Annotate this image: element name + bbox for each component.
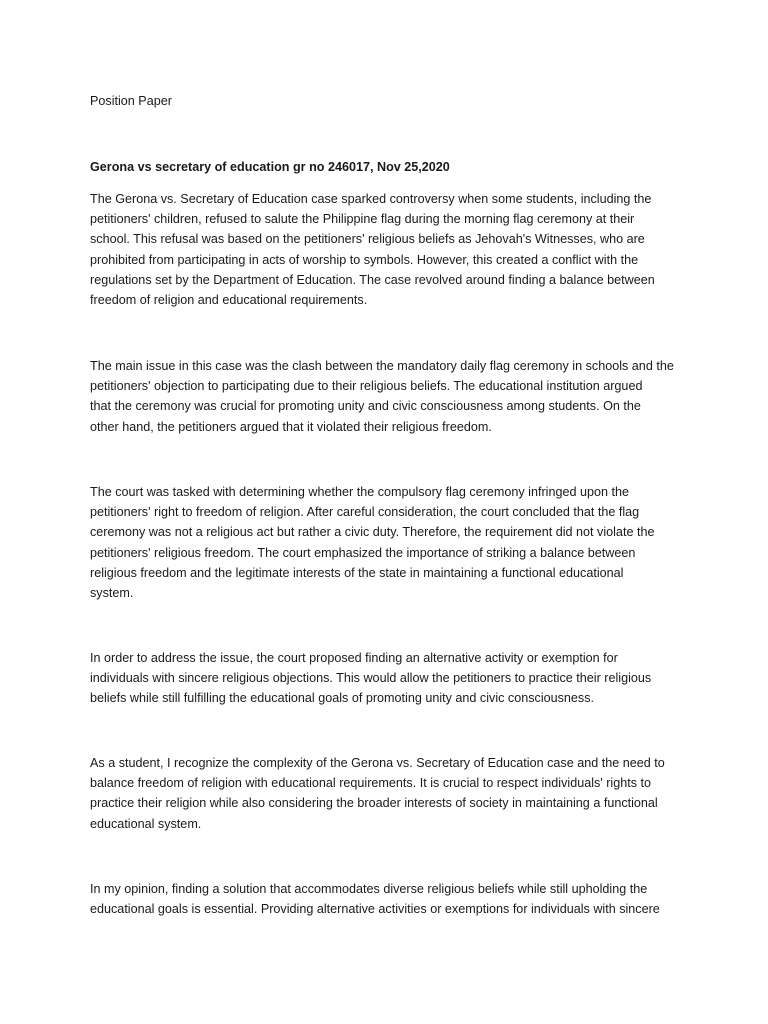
paragraph-line: individuals with sincere religious objections. This would allow the petitioners to practice their religious <box>90 671 652 686</box>
paragraph-line: As a student, I recognize the complexity of the Gerona vs. Secretary of Education case and the need to <box>90 756 665 770</box>
paragraph-line: petitioners' right to freedom of religion. After careful consideration, the court concluded that the flag <box>90 505 640 520</box>
paragraph-4 <box>90 648 680 709</box>
paragraph-line: that the ceremony was crucial for promoting unity and civic consciousness among students. On the <box>90 399 641 414</box>
paragraph-line: In order to address the issue, the court proposed finding an alternative activity or exemption for <box>90 651 618 665</box>
paragraph-line: regulations set by the Department of Education. The case revolved around finding a balance between <box>90 272 655 287</box>
paragraph-line: religious freedom and the legitimate interests of the state in maintaining a functional educational <box>90 565 624 580</box>
paragraph-line: freedom of religion and educational requirements. <box>90 293 368 308</box>
paragraph-line: educational goals is essential. Providing alternative activities or exemptions for individuals with sincere <box>90 902 660 917</box>
paragraph-line: system. <box>90 586 134 601</box>
paragraph-line: The court was tasked with determining whether the compulsory flag ceremony infringed upon the <box>90 485 630 499</box>
paragraph-1 <box>90 189 680 310</box>
paragraph-6 <box>90 879 680 919</box>
paragraph-line: other hand, the petitioners argued that it violated their religious freedom. <box>90 419 492 434</box>
paragraph-line: In my opinion, finding a solution that accommodates diverse religious beliefs while still upholding the <box>90 882 648 896</box>
paragraph-line: prohibited from participating in acts of worship to symbols. However, this created a conflict with the <box>90 252 639 267</box>
paragraph-line: educational system. <box>90 816 202 831</box>
document-label: Position Paper <box>90 94 172 108</box>
paragraph-2 <box>90 356 680 437</box>
paragraph-line: ceremony was not a religious act but rather a civic duty. Therefore, the requirement did not violate the <box>90 525 655 540</box>
paragraph-line: balance freedom of religion with educational requirements. It is crucial to respect individuals' rights to <box>90 776 652 791</box>
paragraph-line: practice their religion while also considering the broader interests of society in maintaining a functional <box>90 796 658 811</box>
paragraph-line: school. This refusal was based on the petitioners' religious beliefs as Jehovah's Witnesses, who are <box>90 232 645 247</box>
paragraph-line: petitioners' objection to participating due to their religious beliefs. The educational institution argued <box>90 379 643 394</box>
paragraph-3 <box>90 482 680 603</box>
paragraph-line: petitioners' children, refused to salute the Philippine flag during the morning flag ceremony at their <box>90 212 635 227</box>
document-title: Gerona vs secretary of education gr no 246017, Nov 25,2020 <box>90 160 450 174</box>
paragraph-line: petitioners' religious freedom. The court emphasized the importance of striking a balance between <box>90 545 636 560</box>
paragraph-line: beliefs while still fulfilling the educational goals of promoting unity and civic consciousness. <box>90 691 595 706</box>
paragraph-5 <box>90 753 680 834</box>
paragraph-line: The Gerona vs. Secretary of Education case sparked controversy when some students, including the <box>90 192 652 206</box>
paragraph-line: The main issue in this case was the clash between the mandatory daily flag ceremony in schools and the <box>90 359 674 373</box>
